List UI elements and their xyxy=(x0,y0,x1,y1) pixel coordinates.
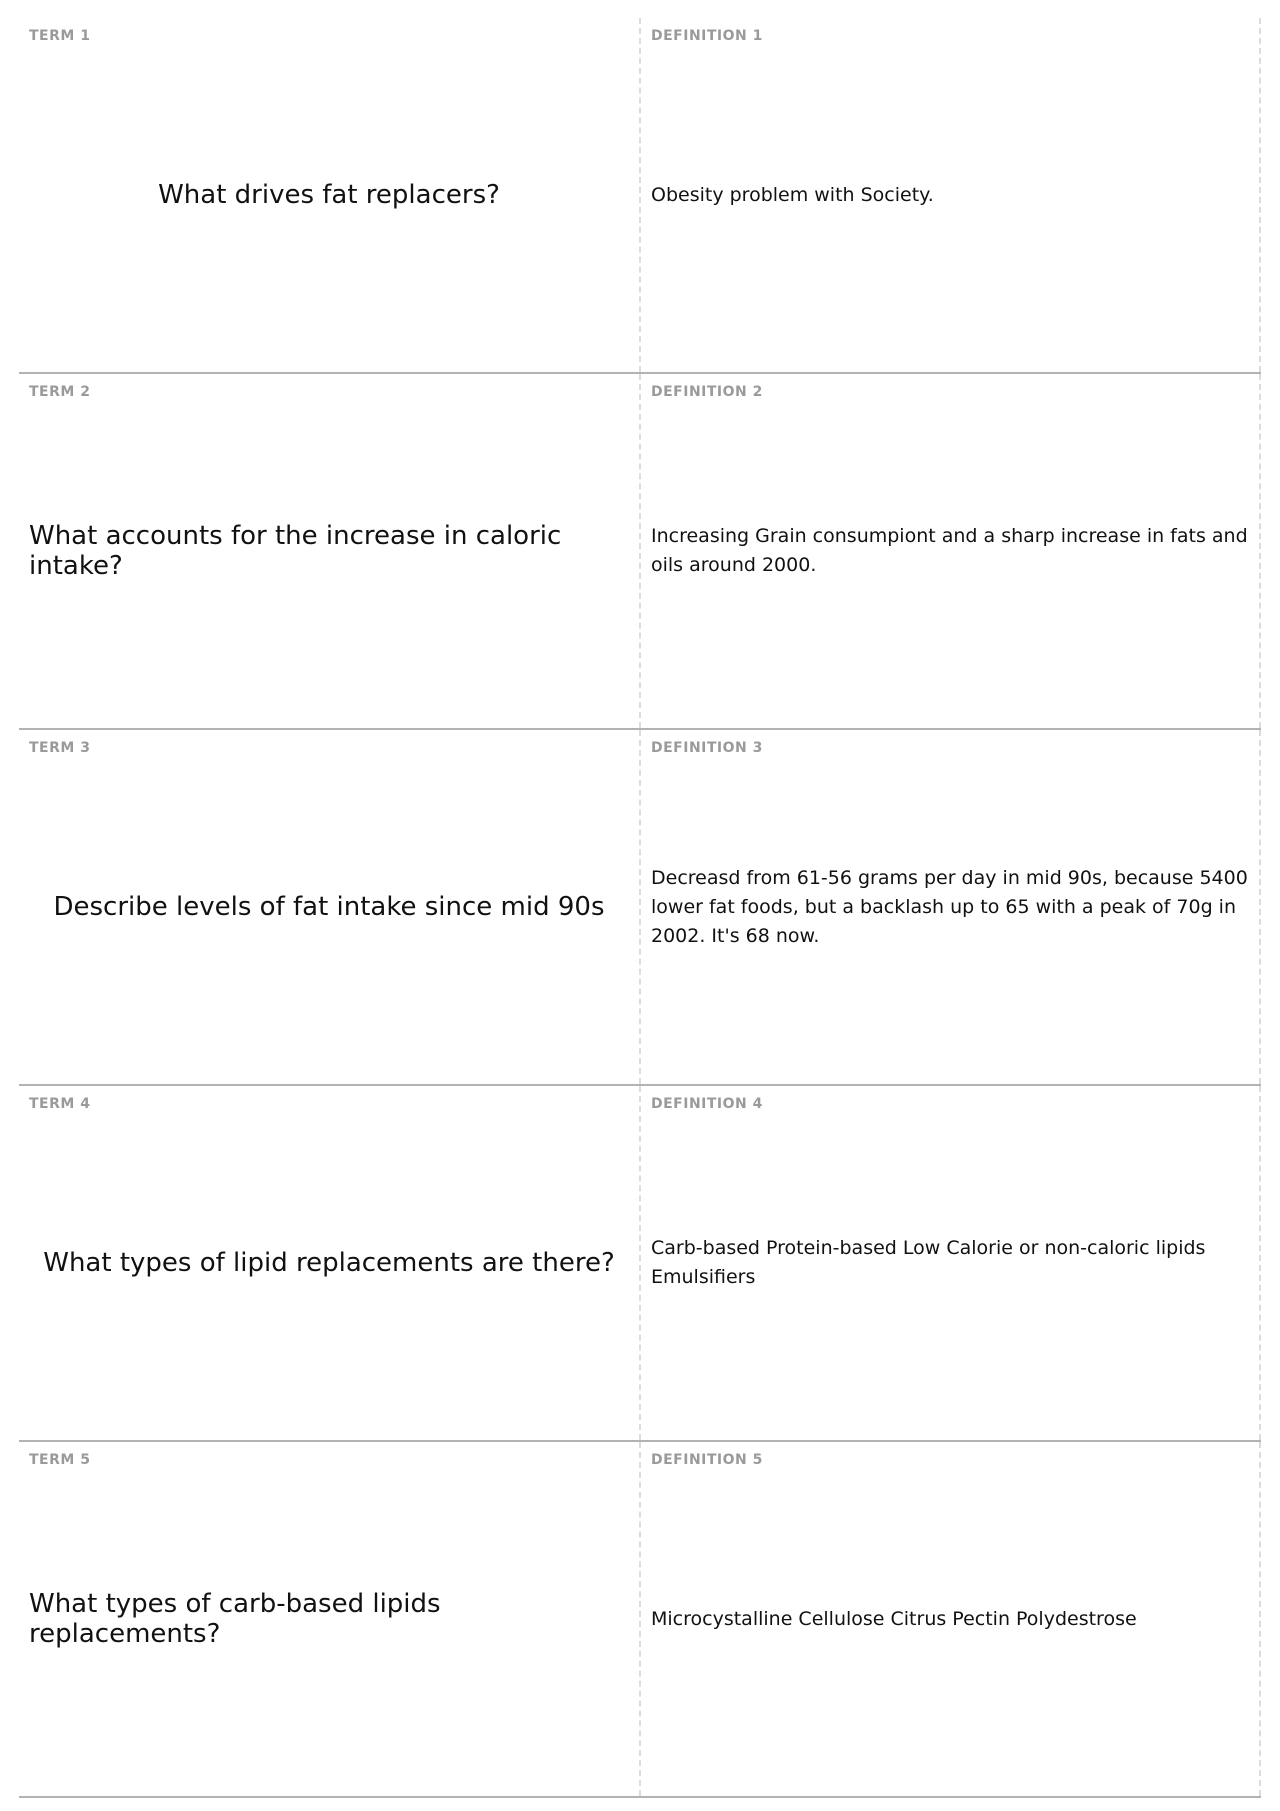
flashcard-sheet xyxy=(19,18,1261,1798)
definition-cell xyxy=(641,374,1261,728)
term-label: TERM 1 xyxy=(29,28,91,44)
term-cell xyxy=(19,1086,641,1440)
term-text: What accounts for the increase in caloric intake? xyxy=(29,521,562,581)
definition-label: DEFINITION 1 xyxy=(651,28,763,44)
definition-label: DEFINITION 2 xyxy=(651,384,763,400)
term-label: TERM 5 xyxy=(29,1452,91,1468)
term-text: What types of carb-based lipids replacements? xyxy=(29,1589,441,1649)
term-cell xyxy=(19,374,641,728)
flashcard-row xyxy=(19,18,1261,374)
flashcard-row xyxy=(19,1442,1261,1798)
term-text: What drives fat replacers? xyxy=(158,180,500,210)
definition-text: Decreasd from 61-56 grams per day in mid 90s, because 5400 lower fat foods, but a backlash up to 65 with a peak of 70g in 2002. It's 68 now. xyxy=(651,866,1248,947)
definition-cell xyxy=(641,730,1261,1084)
term-label: TERM 4 xyxy=(29,1096,91,1112)
term-label: TERM 2 xyxy=(29,384,91,400)
definition-label: DEFINITION 4 xyxy=(651,1096,763,1112)
definition-cell xyxy=(641,1086,1261,1440)
term-cell xyxy=(19,730,641,1084)
definition-text: Microcystalline Cellulose Citrus Pectin Polydestrose xyxy=(651,1607,1137,1630)
term-text: Describe levels of fat intake since mid 90s xyxy=(53,892,605,922)
term-label: TERM 3 xyxy=(29,740,91,756)
definition-cell xyxy=(641,18,1261,372)
definition-text: Obesity problem with Society. xyxy=(651,183,934,206)
flashcard-row xyxy=(19,1086,1261,1442)
definition-cell xyxy=(641,1442,1261,1796)
definition-label: DEFINITION 3 xyxy=(651,740,763,756)
definition-text: Increasing Grain consumpiont and a sharp increase in fats and oils around 2000. xyxy=(651,525,1248,576)
flashcard-row xyxy=(19,730,1261,1086)
term-text: What types of lipid replacements are there? xyxy=(43,1248,615,1278)
term-cell xyxy=(19,18,641,372)
flashcard-row xyxy=(19,374,1261,730)
term-cell xyxy=(19,1442,641,1796)
definition-label: DEFINITION 5 xyxy=(651,1452,763,1468)
definition-text: Carb-based Protein-based Low Calorie or non-caloric lipids Emulsifiers xyxy=(651,1237,1206,1288)
